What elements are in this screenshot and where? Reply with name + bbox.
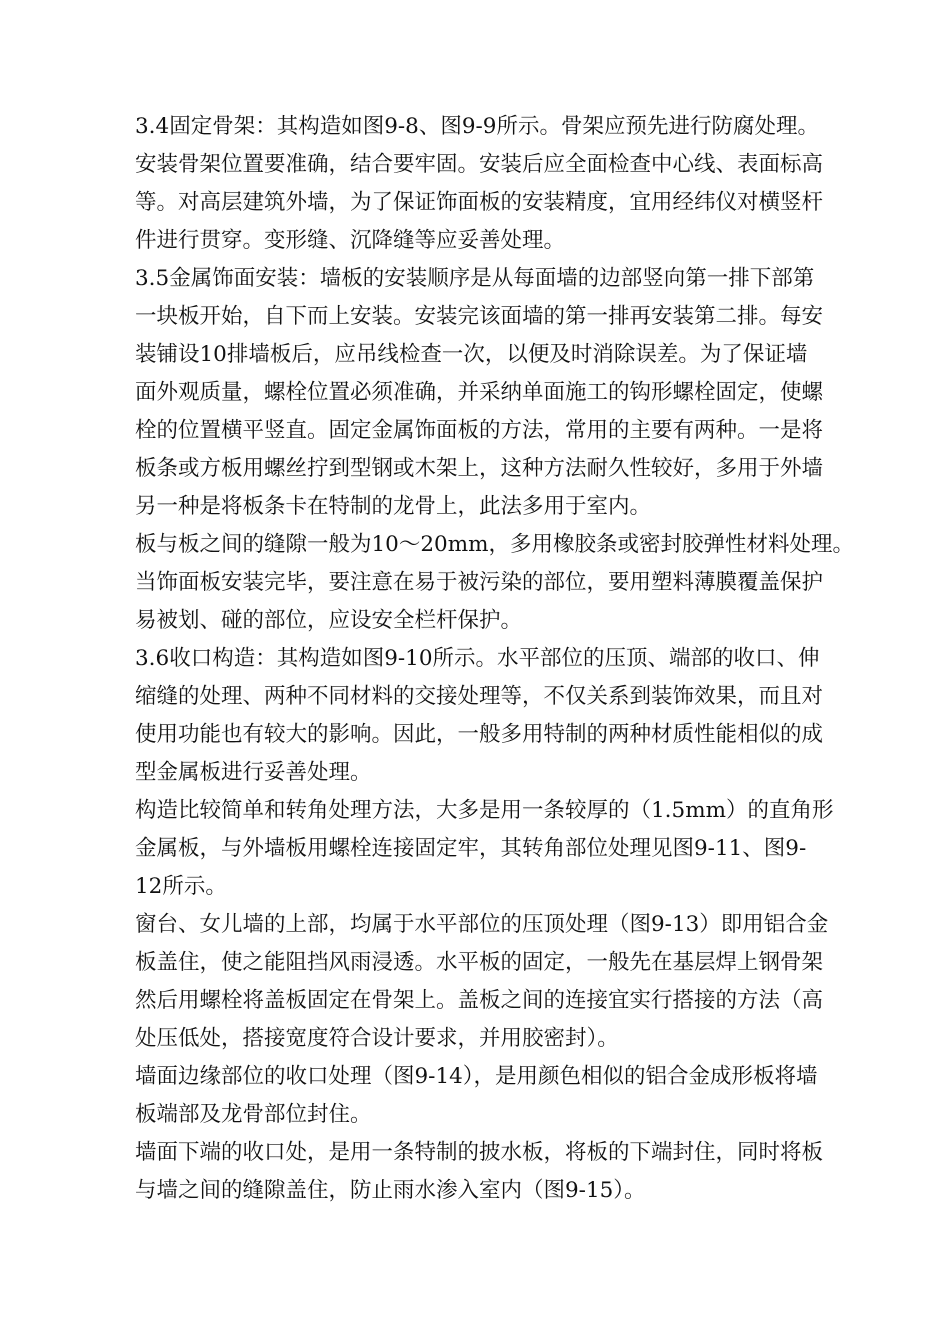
text-line: 当饰面板安装完毕，要注意在易于被污染的部位，要用塑料薄膜覆盖保护	[135, 570, 824, 595]
text-line: 栓的位置横平竖直。固定金属饰面板的方法，常用的主要有两种。一是将	[135, 418, 824, 443]
text-line: 易被划、碰的部位，应设安全栏杆保护。	[135, 608, 523, 633]
text-line: 与墙之间的缝隙盖住，防止雨水渗入室内（图9-15）。	[135, 1178, 646, 1203]
text-line: 3.5金属饰面安装：墙板的安装顺序是从每面墙的边部竖向第一排下部第	[135, 266, 815, 291]
text-line: 构造比较简单和转角处理方法，大多是用一条较厚的（1.5mm）的直角形	[135, 798, 834, 823]
text-line: 金属板，与外墙板用螺栓连接固定牢，其转角部位处理见图9-11、图9-	[135, 836, 807, 861]
text-line: 处压低处，搭接宽度符合设计要求，并用胶密封）。	[135, 1026, 619, 1051]
text-line: 12所示。	[135, 874, 227, 899]
text-line: 板盖住，使之能阻挡风雨浸透。水平板的固定，一般先在基层焊上钢骨架	[135, 950, 824, 975]
text-line: 面外观质量，螺栓位置必须准确，并采纳单面施工的钩形螺栓固定，使螺	[135, 380, 824, 405]
text-line: 件进行贯穿。变形缝、沉降缝等应妥善处理。	[135, 228, 566, 253]
text-line: 另一种是将板条卡在特制的龙骨上，此法多用于室内。	[135, 494, 652, 519]
text-line: 等。对高层建筑外墙，为了保证饰面板的安装精度，宜用经纬仪对横竖杆	[135, 190, 824, 215]
text-line: 3.4固定骨架：其构造如图9-8、图9-9所示。骨架应预先进行防腐处理。	[135, 114, 819, 139]
text-line: 墙面边缘部位的收口处理（图9-14），是用颜色相似的铝合金成形板将墙	[135, 1064, 818, 1089]
body-text	[135, 108, 865, 1210]
text-line: 一块板开始，自下而上安装。安装完该面墙的第一排再安装第二排。每安	[135, 304, 824, 329]
text-line: 缩缝的处理、两种不同材料的交接处理等，不仅关系到装饰效果，而且对	[135, 684, 824, 709]
text-line: 墙面下端的收口处，是用一条特制的披水板，将板的下端封住，同时将板	[135, 1140, 824, 1165]
text-line: 板端部及龙骨部位封住。	[135, 1102, 372, 1127]
text-line: 装铺设10排墙板后，应吊线检查一次，以便及时消除误差。为了保证墙	[135, 342, 808, 367]
text-line: 板与板之间的缝隙一般为10～20mm，多用橡胶条或密封胶弹性材料处理。	[135, 532, 854, 557]
text-line: 板条或方板用螺丝拧到型钢或木架上，这种方法耐久性较好，多用于外墙	[135, 456, 824, 481]
text-line: 然后用螺栓将盖板固定在骨架上。盖板之间的连接宜实行搭接的方法（高	[135, 988, 824, 1013]
text-line: 安装骨架位置要准确，结合要牢固。安装后应全面检查中心线、表面标高	[135, 152, 824, 177]
text-line: 窗台、女儿墙的上部，均属于水平部位的压顶处理（图9-13）即用铝合金	[135, 912, 829, 937]
text-line: 型金属板进行妥善处理。	[135, 760, 372, 785]
text-line: 使用功能也有较大的影响。因此，一般多用特制的两种材质性能相似的成	[135, 722, 824, 747]
text-line: 3.6收口构造：其构造如图9-10所示。水平部位的压顶、端部的收口、伸	[135, 646, 820, 671]
